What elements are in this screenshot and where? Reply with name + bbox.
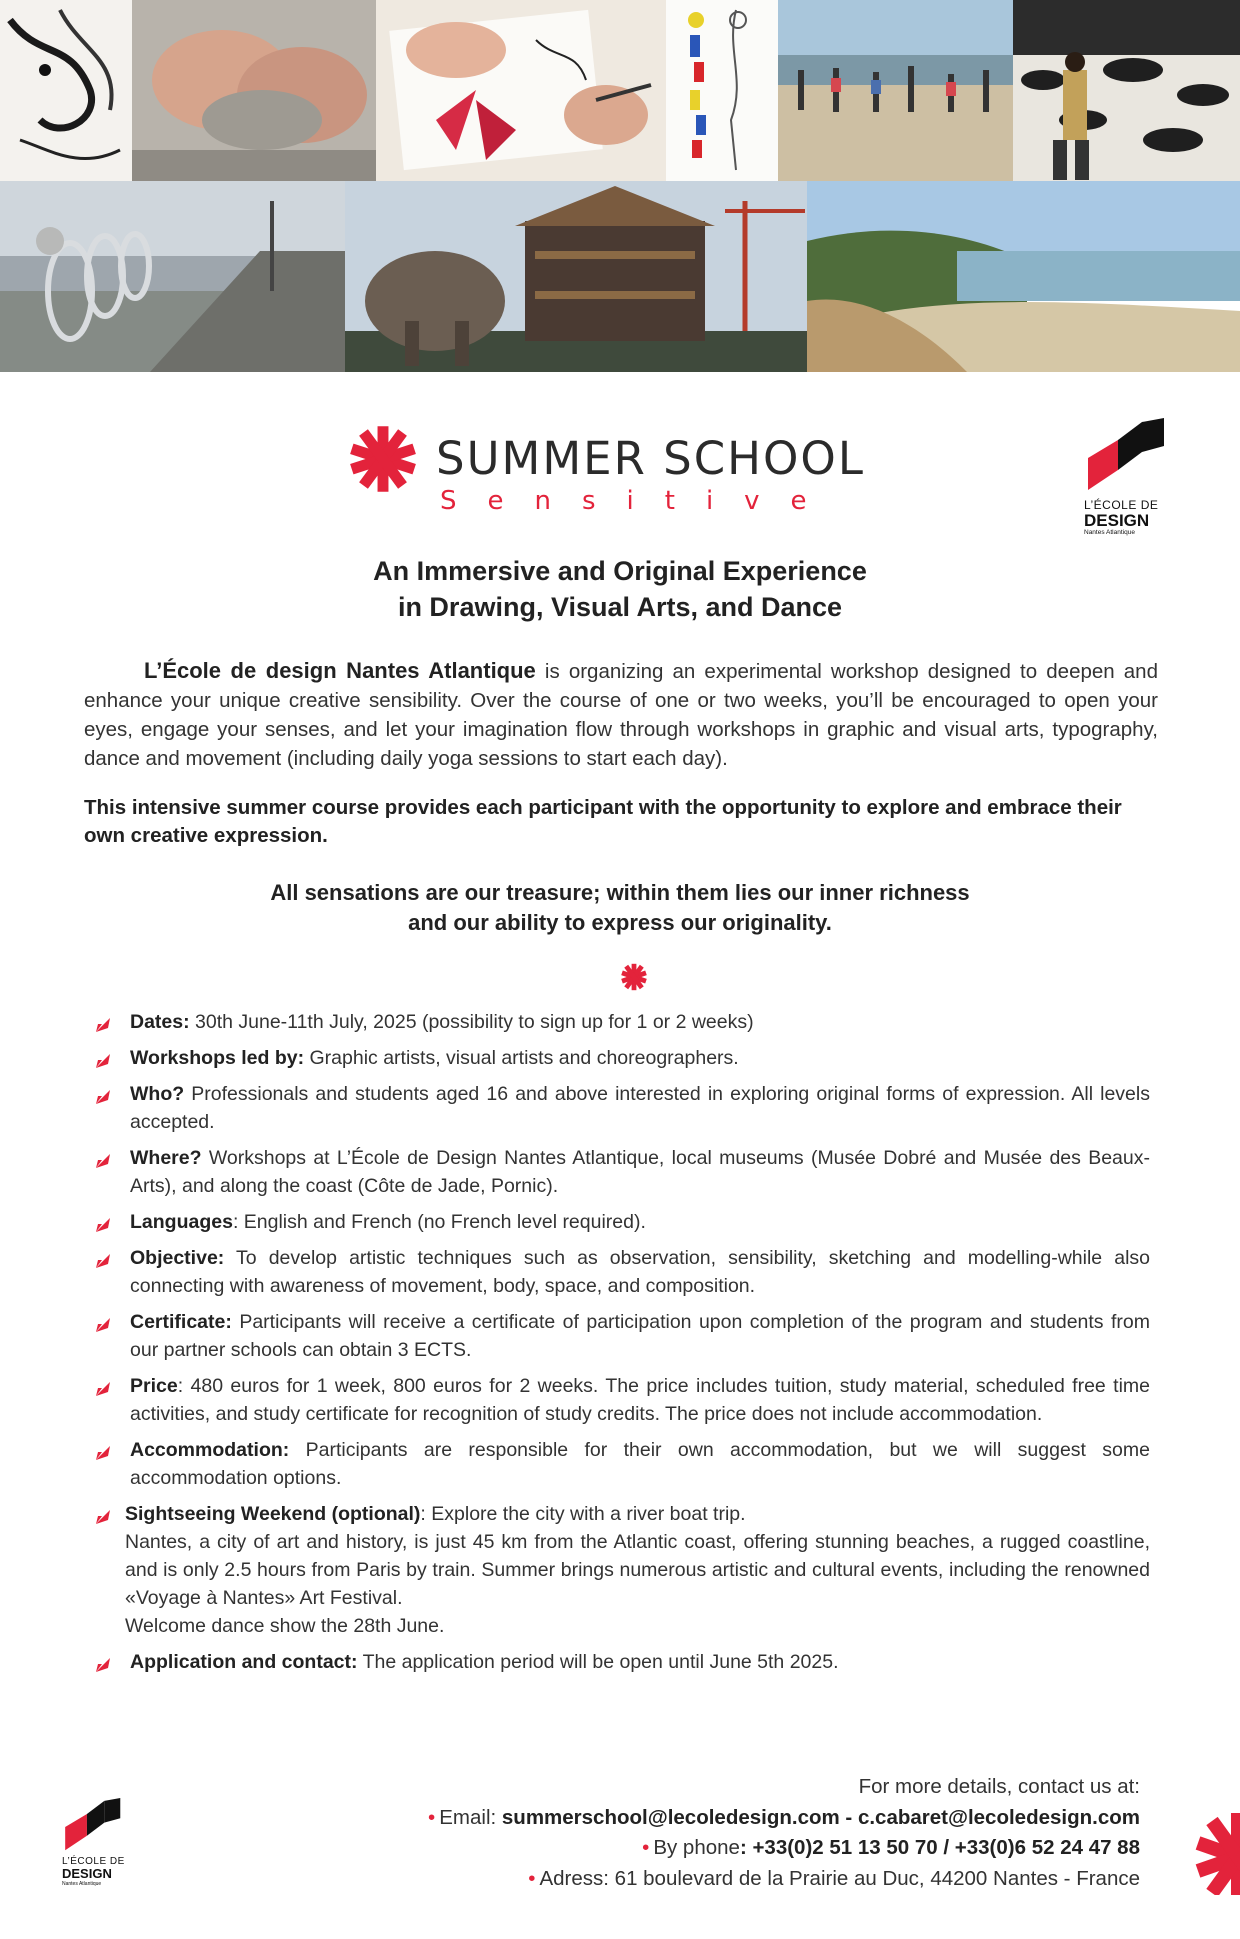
logo-line2: DESIGN <box>62 1866 112 1881</box>
feature-label: Accommodation: <box>130 1439 290 1461</box>
intro-paragraph <box>84 656 1158 773</box>
feature-label: Workshops led by: <box>130 1047 305 1069</box>
feature-label: Application and contact: <box>130 1651 358 1673</box>
bullet-icon <box>94 1444 112 1462</box>
logo-line3: Nantes Atlantique <box>1084 529 1135 536</box>
feature-label: Where? <box>130 1147 202 1169</box>
bullet-icon <box>94 1656 112 1674</box>
feature-text: Participants are responsible for their own accommodation, but we will suggest some accommodation options. <box>130 1439 1150 1489</box>
phone-label: By phone <box>653 1836 740 1859</box>
feature-text: : 480 euros for 1 week, 800 euros for 2 weeks. The price includes tuition, study material, scheduled free time activities, and study certificate for recognition of study credits. The price does not include accommodation. <box>130 1375 1150 1425</box>
feature-text: Participants will receive a certificate of participation upon completion of the program and students from our partner schools can obtain 3 ECTS. <box>130 1311 1150 1361</box>
contact-phone <box>180 1833 1140 1864</box>
coast-beach-photo <box>807 181 1240 372</box>
drawing-hands-photo <box>376 0 666 181</box>
bullet-icon <box>94 1152 112 1170</box>
feature-text: Professionals and students aged 16 and above interested in exploring original forms of expression. All levels accepted. <box>130 1083 1150 1133</box>
feature-text: 30th June-11th July, 2025 (possibility to sign up for 1 or 2 weeks) <box>189 1011 754 1033</box>
bullet-icon <box>94 1380 112 1398</box>
school-logo-bottom <box>62 1798 152 1887</box>
feature-text: To develop artistic techniques such as observation, sensibility, sketching and modelling-while also connecting with awareness of movement, body, space, and composition. <box>130 1247 1150 1297</box>
contact-address <box>180 1864 1140 1895</box>
bullet-icon <box>94 1216 112 1234</box>
school-logo-mark <box>62 1798 122 1856</box>
figure-sketch-photo <box>666 0 778 181</box>
feature-dates <box>90 1008 1150 1036</box>
address-text: Adress: 61 boulevard de la Prairie au Duc, 44200 Nantes - France <box>539 1866 1140 1890</box>
bullet-icon <box>94 1508 112 1526</box>
feature-text: The application period will be open until June 5th 2025. <box>357 1651 839 1673</box>
intro-bold-text: This intensive summer course provides each participant with the opportunity to explore and embrace their own creative expression. <box>84 796 1122 847</box>
quote-line2: and our ability to express our originality. <box>408 910 832 935</box>
feature-where <box>90 1144 1150 1200</box>
logo-line3: Nantes Atlantique <box>62 1881 102 1887</box>
feature-objective <box>90 1244 1150 1300</box>
feature-languages <box>90 1208 1150 1236</box>
asterisk-icon <box>344 420 422 498</box>
bullet-icon <box>94 1316 112 1334</box>
bullet-dot-icon: • <box>642 1836 650 1859</box>
logo-line2: DESIGN <box>1084 511 1150 530</box>
sightseeing-details: Nantes, a city of art and history, is just 45 km from the Atlantic coast, offering stunning beaches, a rugged coastline, and is only 2.5 hours from Paris by train. Summer brings numerous artistic and cultural events, including the renowned «Voyage à Nantes» Art Festival. <box>125 1531 1150 1609</box>
feature-price <box>90 1372 1150 1428</box>
school-logo-top <box>1084 418 1174 536</box>
logo-line1: L’ÉCOLE DE <box>1084 498 1159 512</box>
beach-dance-photo <box>778 0 1013 181</box>
quote-line1: All sensations are our treasure; within them lies our inner richness <box>270 880 970 905</box>
feature-label: Languages <box>130 1211 233 1233</box>
nantes-rings-photo <box>0 181 345 372</box>
bullet-dot-icon: • <box>428 1805 436 1829</box>
school-name: L’École de design Nantes Atlantique <box>144 658 536 683</box>
contact-block <box>180 1772 1140 1894</box>
logo-line1: L’ÉCOLE DE <box>62 1856 125 1867</box>
feature-label: Dates: <box>130 1011 190 1033</box>
feature-certificate <box>90 1308 1150 1364</box>
headline-line2: in Drawing, Visual Arts, and Dance <box>397 592 843 622</box>
feature-accommodation <box>90 1436 1150 1492</box>
divider-asterisk-icon <box>619 962 649 992</box>
feature-label: Objective: <box>130 1247 225 1269</box>
feature-list <box>90 1008 1150 1684</box>
brand-title: SUMMER SCHOOL <box>436 432 865 485</box>
phone-number[interactable]: : +33(0)2 51 13 50 70 / +33(0)6 52 24 47 88 <box>739 1836 1140 1859</box>
feature-label: Sightseeing Weekend (optional) <box>125 1503 421 1525</box>
quote <box>120 878 1120 938</box>
feature-who <box>90 1080 1150 1136</box>
bullet-icon <box>94 1052 112 1070</box>
feature-text: : English and French (no French level required). <box>232 1211 646 1233</box>
email-label: Email: <box>439 1805 502 1829</box>
carousel-elephant-photo <box>345 181 807 372</box>
bullet-icon <box>94 1016 112 1034</box>
contact-intro: For more details, contact us at: <box>858 1775 1140 1798</box>
school-logo-mark <box>1084 418 1166 498</box>
intro-text: is organizing an experimental workshop designed to deepen and enhance your unique creative sensibility. Over the course of one or two weeks, you’ll be encouraged to open your eyes, engage your senses, and let your imagination flow through workshops in graphic and visual arts, typography, dance and movement (including daily yoga sessions to start each day). <box>84 660 1158 770</box>
studio-dance-photo <box>1013 0 1240 181</box>
bullet-icon <box>94 1088 112 1106</box>
bullet-dot-icon: • <box>528 1866 536 1890</box>
email-link[interactable]: summerschool@lecoledesign.com - c.cabaret@lecoledesign.com <box>501 1805 1140 1829</box>
feature-label: Price <box>130 1375 178 1397</box>
feature-label: Who? <box>130 1083 185 1105</box>
feature-application <box>90 1648 1150 1676</box>
feature-label: Certificate: <box>130 1311 232 1333</box>
brand-subtitle: Sensitive <box>440 486 838 516</box>
feature-text: Graphic artists, visual artists and choreographers. <box>304 1047 739 1069</box>
corner-asterisk-icon <box>1188 1813 1240 1895</box>
clay-hands-photo <box>132 0 376 181</box>
photo-collage <box>0 0 1240 372</box>
feature-text: : Explore the city with a river boat trip. <box>420 1503 746 1525</box>
ink-brush-photo <box>0 0 132 181</box>
contact-email <box>180 1803 1140 1834</box>
headline-line1: An Immersive and Original Experience <box>373 556 867 586</box>
summer-school-brand <box>344 420 864 520</box>
headline <box>250 553 990 625</box>
bullet-icon <box>94 1252 112 1270</box>
feature-text: Workshops at L’École de Design Nantes Atlantique, local museums (Musée Dobré and Musée des Beaux-Arts), and along the coast (Côte de Jade, Pornic). <box>130 1147 1150 1197</box>
feature-sightseeing <box>90 1500 1150 1640</box>
feature-workshops <box>90 1044 1150 1072</box>
welcome-show: Welcome dance show the 28th June. <box>125 1615 445 1637</box>
